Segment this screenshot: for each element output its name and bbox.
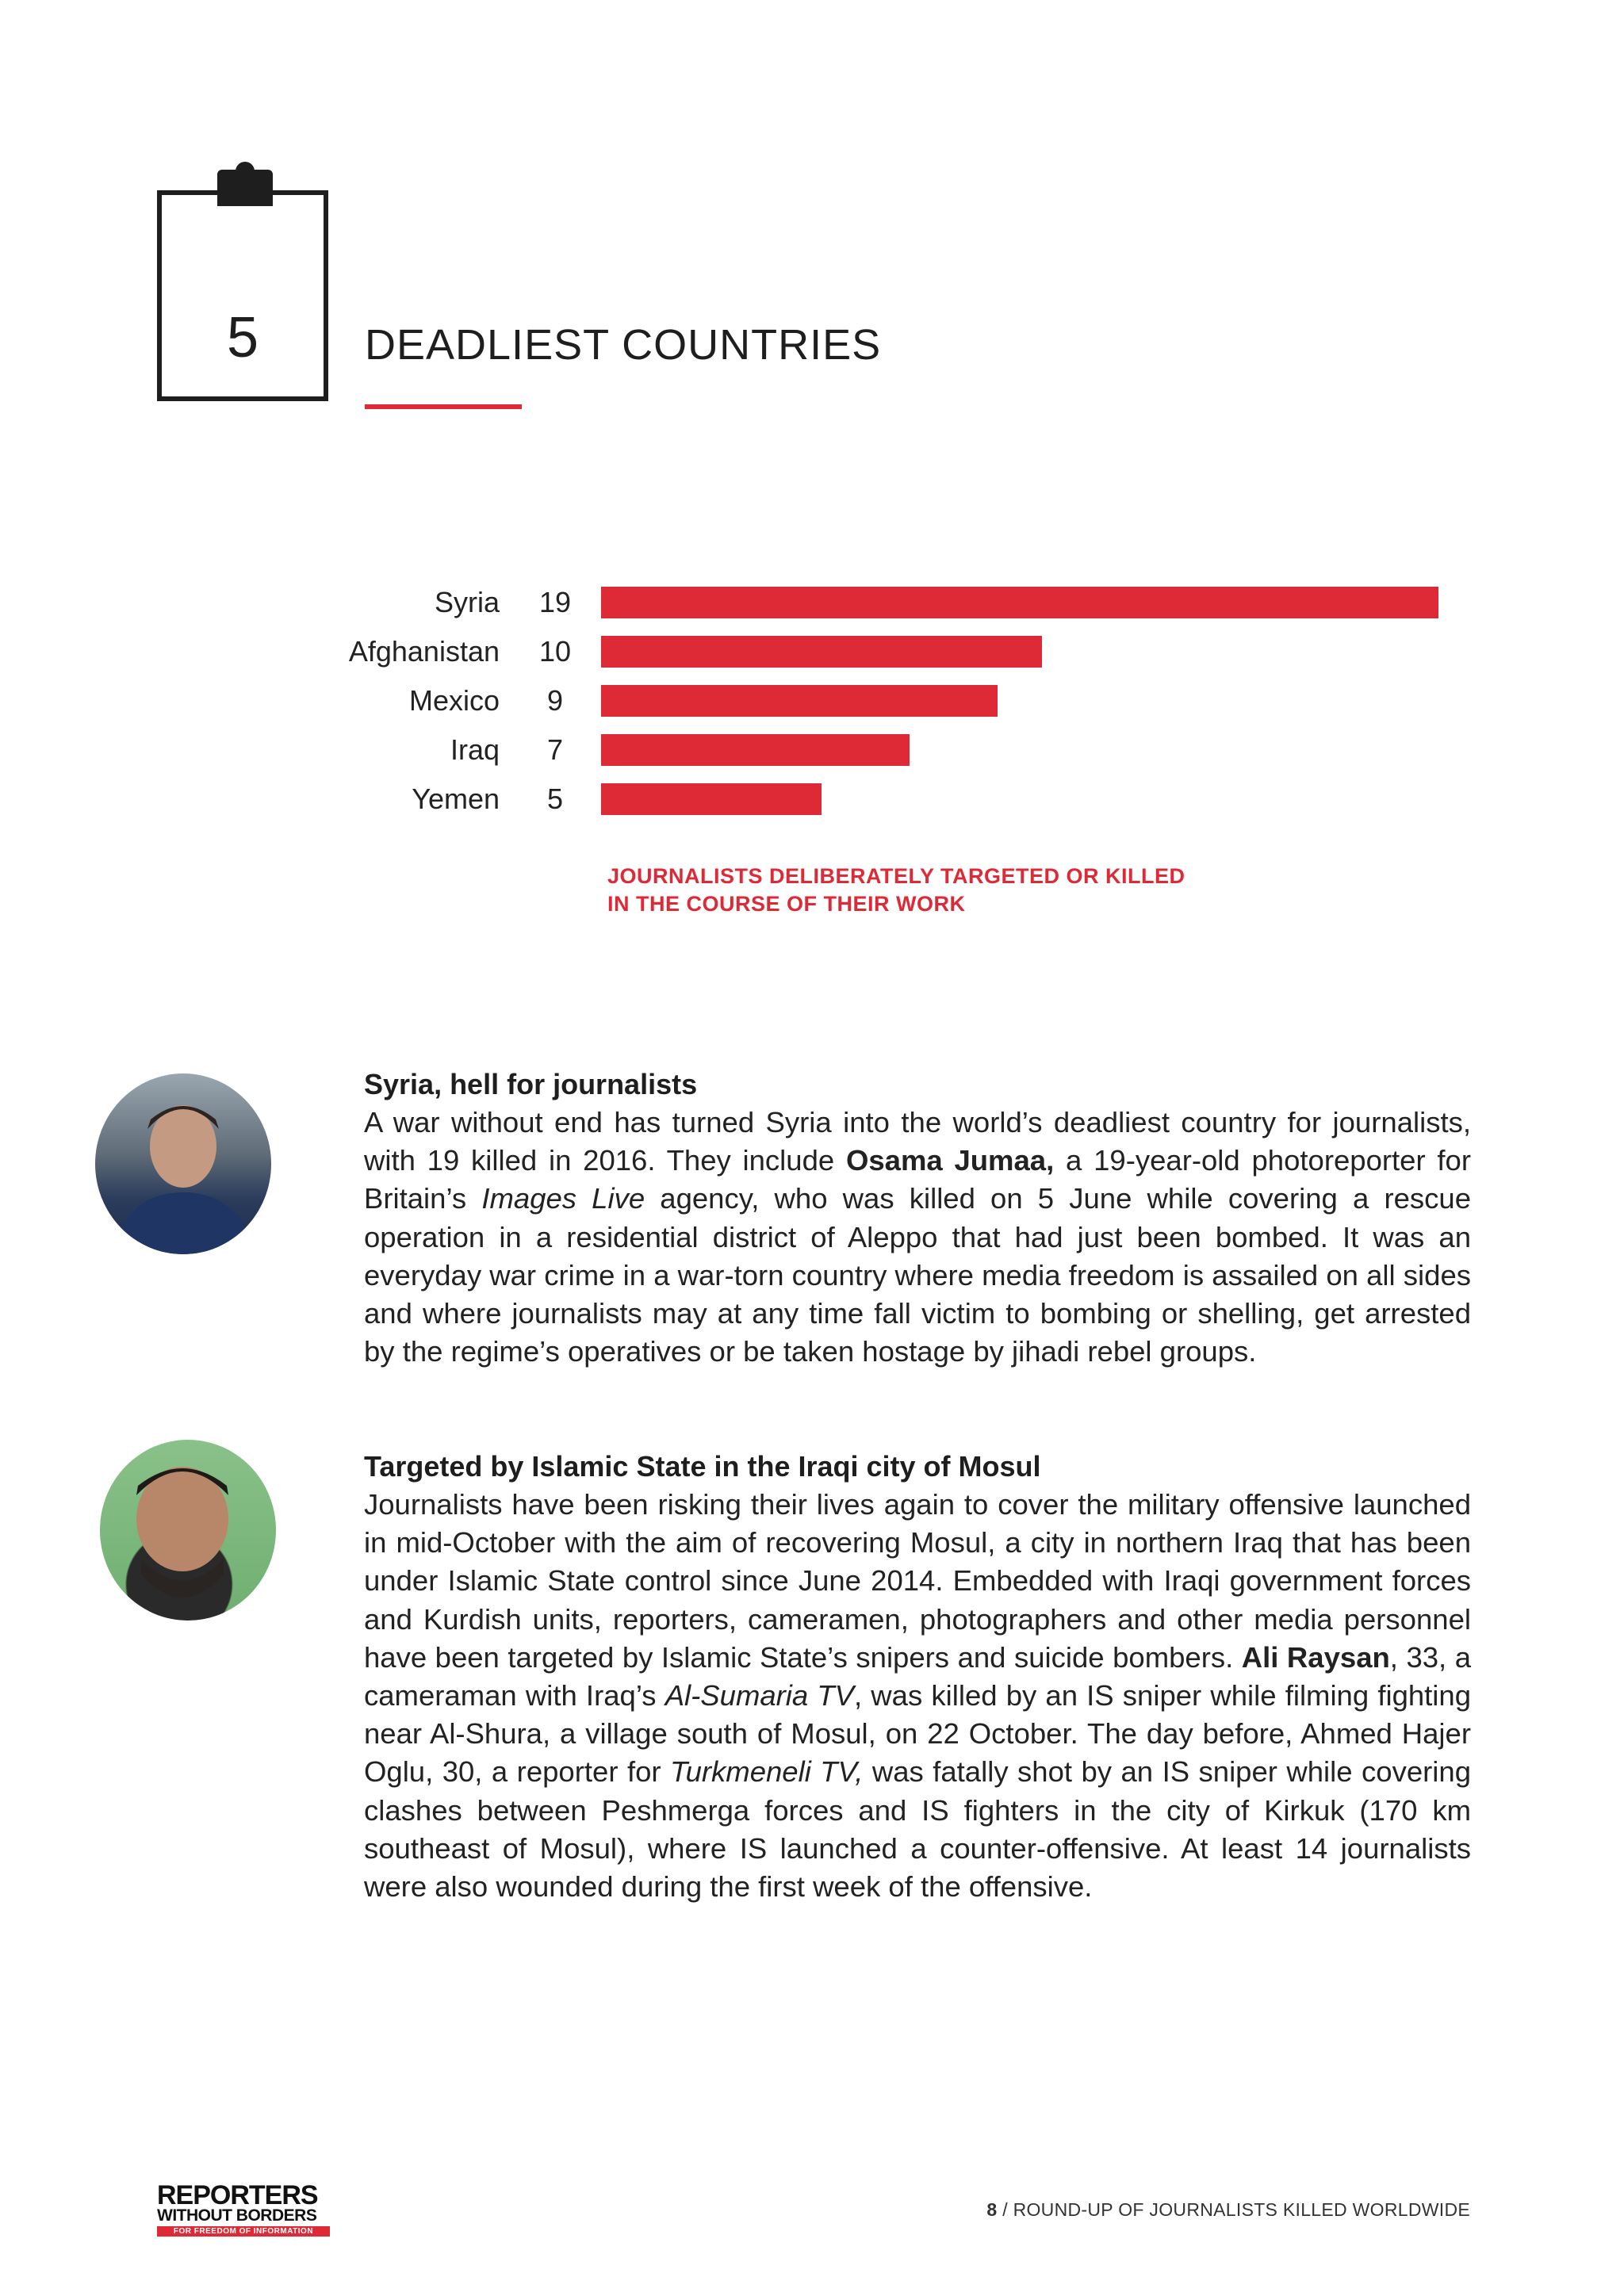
channel-name: Al-Sumaria TV	[665, 1679, 855, 1712]
bar-mexico	[601, 685, 998, 717]
publication-title: ROUND-UP OF JOURNALISTS KILLED WORLDWIDE	[1013, 2199, 1470, 2220]
section-number: 5	[226, 306, 259, 369]
country-label: Afghanistan	[348, 635, 500, 668]
title-underline	[365, 404, 522, 409]
section-title: DEADLIEST COUNTRIES	[365, 321, 882, 369]
body-text: Journalists have been risking their lives again to cover the military offensive launched in mid-October with the aim of recovering Mosul, a city in northern Iraq that has been under Islamic State control since June 2014. Embedded with Iraqi government forces and Kurdish units, reporters, cameramen, photographers and other media personnel have been targeted by Islamic State’s snipers and suicide bombers.	[364, 1488, 1471, 1674]
agency-name: Images Live	[481, 1182, 645, 1215]
country-label: Mexico	[408, 684, 500, 717]
avatar-osama-jumaa	[95, 1073, 271, 1254]
logo-line-2: WITHOUT BORDERS	[157, 2206, 317, 2225]
body-text: was fatally shot by an IS sniper while covering clashes between Peshmerga forces and IS fighters in the city of Kirkuk (170 km southeast of Mosul), where IS launched a counter-offensive. At least 14 journalists were also wounded during the first week of the offensive.	[364, 1755, 1472, 1904]
logo-tagline: FOR FREEDOM OF INFORMATION	[157, 2226, 330, 2237]
journalist-name: Ali Raysan	[1241, 1640, 1390, 1674]
journalist-name: Osama Jumaa,	[845, 1144, 1055, 1177]
page-separator: /	[997, 2199, 1013, 2220]
body-text: , was killed by an IS sniper while filming fighting near Al-Shura, a village south of Mosul, on 22 October. The day before, Ahmed Hajer Oglu, 30, a reporter for	[364, 1679, 1472, 1789]
body-text: , 33, a cameraman with Iraq’s	[364, 1640, 1472, 1712]
country-label: Syria	[434, 586, 500, 618]
bar-iraq	[601, 734, 910, 766]
body-text: a 19-year-old photoreporter for Britain’s	[364, 1144, 1471, 1215]
article-syria	[364, 1066, 1471, 1371]
country-label: Yemen	[412, 783, 500, 815]
chart-caption-line-1: JOURNALISTS DELIBERATELY TARGETED OR KILLED	[607, 864, 1185, 888]
portrait-photo-icon	[100, 1440, 276, 1621]
bar-syria	[601, 587, 1438, 618]
channel-name: Turkmeneli TV,	[670, 1755, 864, 1789]
page-footer	[986, 2198, 1470, 2221]
article-body	[364, 1104, 1471, 1371]
article-title: Targeted by Islamic State in the Iraqi city of Mosul	[364, 1450, 1041, 1483]
body-text: A war without end has turned Syria into the world’s deadliest country for journalists, with 19 killed in 2016. They include	[364, 1106, 1471, 1177]
bar-yemen	[601, 783, 822, 815]
article-title: Syria, hell for journalists	[364, 1068, 698, 1100]
value-label: 19	[538, 586, 572, 618]
article-body	[364, 1486, 1471, 1906]
chart-caption	[607, 863, 1321, 918]
bar-afghanistan	[601, 636, 1042, 668]
value-label: 10	[538, 635, 572, 668]
value-label: 9	[546, 684, 564, 717]
article-mosul	[364, 1448, 1471, 1906]
page-number: 8	[986, 2199, 998, 2220]
chart-caption-line-2: IN THE COURSE OF THEIR WORK	[607, 892, 966, 916]
country-label: Iraq	[450, 733, 500, 766]
rsf-logo	[157, 2180, 330, 2237]
clipboard-icon	[157, 190, 328, 401]
value-label: 7	[546, 733, 564, 766]
body-text: agency, who was killed on 5 June while covering a rescue operation in a residential district of Aleppo that had just been bombed. It was an everyday war crime in a war-torn country where media freedom is assailed on all sides and where journalists may at any time fall victim to bombing or shelling, get arrested by the regime’s operatives or be taken hostage by jihadi rebel groups.	[364, 1182, 1471, 1368]
portrait-photo-icon	[95, 1073, 271, 1254]
avatar-ali-raysan	[100, 1440, 276, 1621]
value-label: 5	[546, 783, 564, 815]
logo-line-1: REPORTERS	[157, 2180, 318, 2210]
